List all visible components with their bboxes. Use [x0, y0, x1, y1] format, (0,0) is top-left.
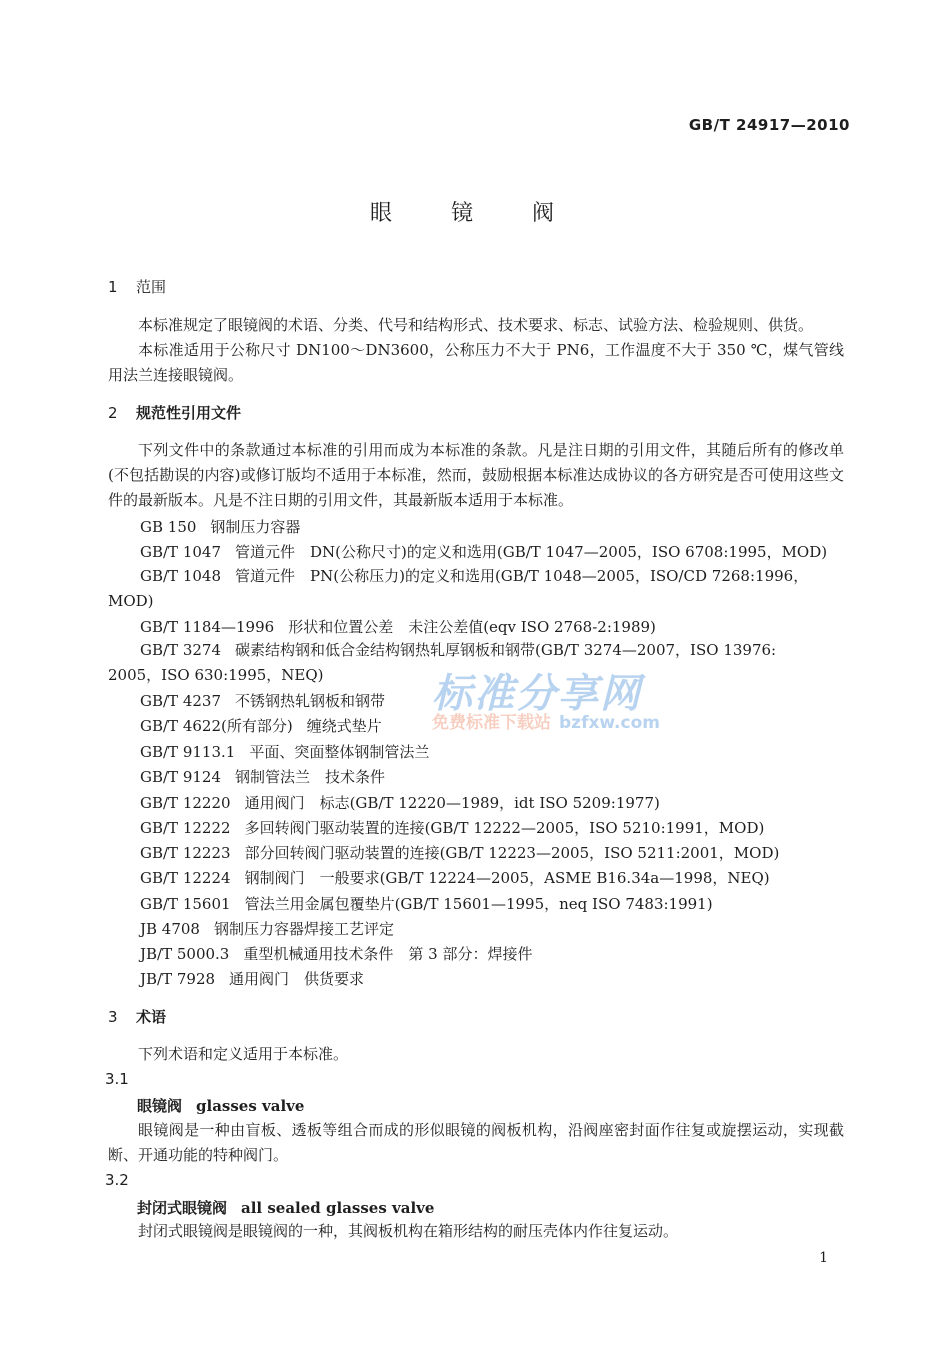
reference-title: 碳素结构钢和低合金结构钢热轧厚钢板和钢带(GB/T 3274—2007，ISO 13976: [235, 641, 777, 659]
section-title: 规范性引用文件 [136, 404, 242, 422]
reference-title: 钢制管法兰 技术条件 [235, 768, 386, 786]
reference-item [140, 766, 385, 787]
paragraph: 下列文件中的条款通过本标准的引用而成为本标准的条款。凡是注日期的引用文件，其随后所有的修改单(不包括勘误的内容)或修订版均不适用于本标准，然而，鼓励根据本标准达成协议的各方研究是否可使用这些文件的最新版本。凡是不注日期的引用文件，其最新版本适用于本标准。 [108, 441, 844, 509]
reference-code: GB/T 4237 [140, 692, 222, 710]
reference-code: JB/T 7928 [140, 970, 216, 988]
reference-title: 管法兰用金属包覆垫片(GB/T 15601—1995，neq ISO 7483:1991) [244, 895, 713, 913]
reference-item [140, 690, 385, 711]
reference-title: 不锈钢热轧钢板和钢带 [235, 692, 386, 710]
section-3-heading [108, 1006, 166, 1027]
reference-item [140, 516, 300, 537]
section-title: 术语 [136, 1008, 167, 1026]
term-name [137, 1095, 304, 1116]
watermark-sub-text [432, 708, 660, 733]
reference-item [140, 541, 827, 562]
reference-code: GB/T 15601 [140, 895, 231, 913]
reference-code: GB/T 12220 [140, 794, 231, 812]
reference-title: 多回转阀门驱动装置的连接(GB/T 12222—2005，ISO 5210:1991，MOD) [244, 819, 765, 837]
section-1-body [108, 313, 844, 388]
reference-title-continued: 2005，ISO 630:1995，NEQ) [108, 666, 324, 684]
section-2-intro [108, 438, 844, 513]
reference-title: 重型机械通用技术条件 第 3 部分：焊接件 [243, 945, 533, 963]
paragraph: 本标准规定了眼镜阀的术语、分类、代号和结构形式、技术要求、标志、试验方法、检验规则、供货。 [138, 316, 814, 334]
reference-code: GB/T 3274 [140, 641, 222, 659]
paragraph: 封闭式眼镜阀是眼镜阀的一种，其阀板机构在箱形结构的耐压壳体内作往复运动。 [138, 1222, 679, 1240]
term-number: 3.1 [105, 1070, 129, 1088]
reference-title: 平面、突面整体钢制管法兰 [249, 743, 430, 761]
reference-code: GB/T 12224 [140, 869, 231, 887]
section-title: 范围 [136, 278, 167, 296]
paragraph: 本标准适用于公称尺寸 DN100～DN3600，公称压力不大于 PN6，工作温度不大于 350 ℃，煤气管线用法兰连接眼镜阀。 [108, 341, 844, 384]
reference-code: GB/T 9124 [140, 768, 222, 786]
reference-item [140, 842, 779, 863]
reference-title: 管道元件 PN(公称压力)的定义和选用(GB/T 1048—2005，ISO/CD 7268:1996， [235, 567, 809, 585]
reference-code: GB 150 [140, 518, 197, 536]
reference-code: GB/T 9113.1 [140, 743, 236, 761]
reference-title: 钢制压力容器焊接工艺评定 [213, 920, 394, 938]
reference-title: 钢制阀门 一般要求(GB/T 12224—2005，ASME B16.34a—1998，NEQ) [244, 869, 770, 887]
section-3-intro [108, 1042, 844, 1067]
reference-item [140, 968, 364, 989]
page-number: 1 [819, 1250, 828, 1266]
reference-title: 通用阀门 标志(GB/T 12220—1989，idt ISO 5209:1977) [244, 794, 660, 812]
watermark-url: bzfxw.com [559, 713, 660, 733]
section-number: 3 [108, 1008, 118, 1026]
reference-code: JB 4708 [140, 920, 200, 938]
reference-item [140, 893, 713, 914]
reference-code: GB/T 4622(所有部分) [140, 717, 293, 735]
reference-title: 钢制压力容器 [210, 518, 301, 536]
paragraph: 眼镜阀是一种由盲板、透板等组合而成的形似眼镜的阀板机构，沿阀座密封面作往复或旋摆运动，实现截断、开通功能的特种阀门。 [108, 1121, 844, 1164]
reference-title: 部分回转阀门驱动装置的连接(GB/T 12223—2005，ISO 5211:2001，MOD) [244, 844, 780, 862]
section-number: 2 [108, 404, 118, 422]
reference-item [140, 616, 656, 637]
reference-code: GB/T 1047 [140, 543, 222, 561]
reference-code: GB/T 12222 [140, 819, 231, 837]
reference-code: GB/T 1048 [140, 567, 222, 585]
term-definition [108, 1118, 844, 1168]
reference-title-continued: MOD) [108, 592, 154, 610]
watermark-main-text: 标准分享网 [432, 671, 642, 717]
page-title: 眼 镜 阀 [370, 201, 580, 226]
reference-code: GB/T 12223 [140, 844, 231, 862]
section-2-heading [108, 402, 241, 423]
term-name-cn: 眼镜阀 [137, 1097, 183, 1115]
term-definition [108, 1219, 844, 1244]
standard-code: GB/T 24917—2010 [688, 116, 850, 134]
reference-item [140, 741, 429, 762]
term-name-cn: 封闭式眼镜阀 [137, 1199, 228, 1217]
reference-code: JB/T 5000.3 [140, 945, 230, 963]
reference-title: 管道元件 DN(公称尺寸)的定义和选用(GB/T 1047—2005，ISO 6708:1995，MOD) [235, 543, 828, 561]
reference-item [140, 715, 382, 736]
reference-code: GB/T 1184—1996 [140, 618, 275, 636]
reference-item [140, 817, 764, 838]
term-name-en: all sealed glasses valve [241, 1199, 435, 1217]
section-number: 1 [108, 278, 118, 296]
reference-item [140, 792, 660, 813]
watermark-logo [420, 662, 740, 734]
reference-title: 形状和位置公差 未注公差值(eqv ISO 2768-2:1989) [288, 618, 656, 636]
reference-item [108, 564, 848, 614]
reference-title: 通用阀门 供货要求 [229, 970, 365, 988]
section-1-heading [108, 276, 166, 297]
reference-title: 缠绕式垫片 [306, 717, 382, 735]
reference-item [140, 943, 532, 964]
watermark-slogan: 免费标准下载站 [432, 713, 551, 733]
term-name [137, 1197, 434, 1218]
term-name-en: glasses valve [196, 1097, 305, 1115]
paragraph: 下列术语和定义适用于本标准。 [138, 1045, 349, 1063]
term-number: 3.2 [105, 1171, 129, 1189]
reference-item [140, 867, 770, 888]
reference-item [140, 918, 394, 939]
